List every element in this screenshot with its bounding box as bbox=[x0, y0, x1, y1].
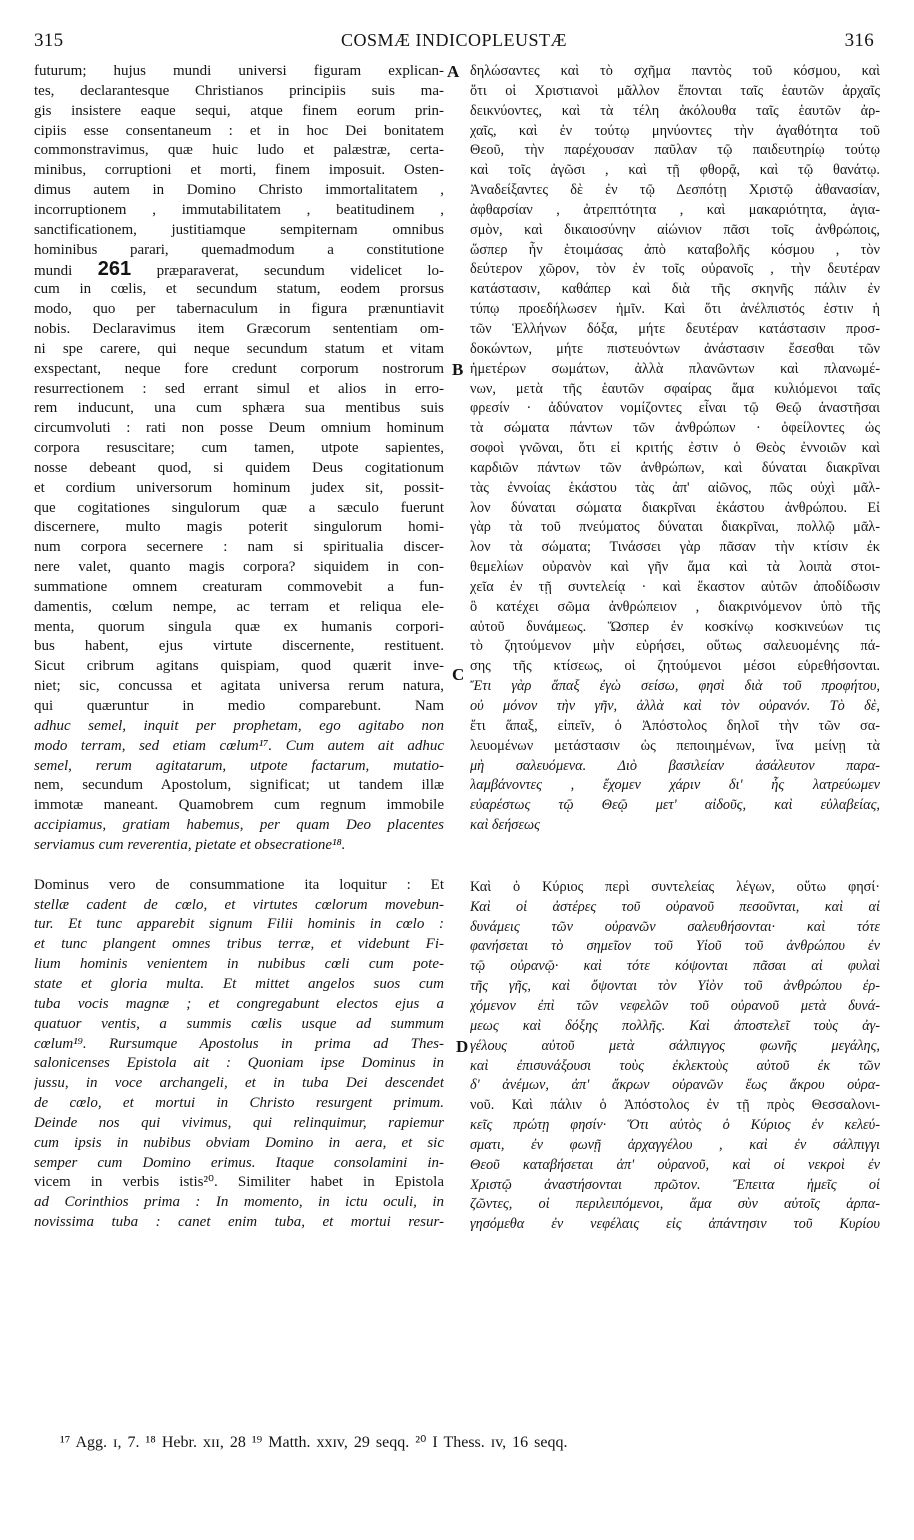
latin-text-line: bus habent, ejus virtute discernente, restituent. bbox=[34, 638, 444, 655]
latin-text-line: tuba vocis magnæ ; et congregabunt electos ejus a bbox=[34, 995, 444, 1012]
latin-text-line: salonicenses Epistola ait : Quoniam ipse Dominus in bbox=[34, 1055, 444, 1072]
latin-text-line: exspectant, neque fore credunt corporum nostrorum bbox=[34, 360, 444, 377]
greek-text-line: Καὶ οἱ ἀστέρες τοῦ οὐρανοῦ πεσοῦνται, καὶ αἱ bbox=[470, 898, 880, 915]
latin-text-line: semper cum Domino erimus. Itaque consolamini in- bbox=[34, 1154, 444, 1171]
latin-column bbox=[34, 62, 444, 1233]
greek-text-line: οὐ μόνον τὴν γῆν, ἀλλὰ καὶ τὸν οὐρανόν. Τὸ δὲ, bbox=[470, 698, 880, 714]
latin-text-line: serviamus cum reverentia, pietate et obsecratione¹⁸. bbox=[34, 836, 346, 853]
latin-text-line: stellæ cadent de cœlo, et virtutes cœlorum movebun- bbox=[34, 896, 444, 913]
greek-text-line: ἀφθαρσίαν , ἀτρεπτότητα , καὶ μακαριότητα, ἁγια- bbox=[470, 201, 880, 218]
greek-text-line: Χριστῷ ἀναστήσονται πρῶτον. Ἔπειτα ἡμεῖς οἱ bbox=[470, 1176, 880, 1193]
latin-text-line: sanctificationem, justitiamque sempiternam omnibus bbox=[34, 221, 444, 238]
greek-text-line: καὶ τοῖς ἀγῶσι , καὶ τῇ φθορᾷ, καὶ τῷ θανάτῳ. bbox=[470, 162, 880, 179]
greek-text-line: δ' ἀνέμων, ἀπ' ἄκρων οὐρανῶν ἕως ἄκρου οὐρα- bbox=[470, 1077, 880, 1094]
greek-text-line: μεως καὶ δόξης πολλῆς. Καὶ ἀποστελεῖ τοὺς ἀγ- bbox=[470, 1017, 880, 1034]
greek-text-line: λευομένων μετάστασιν ὡς πεποιημένων, ἵνα μείνῃ τὰ bbox=[470, 737, 880, 754]
greek-text-line: καὶ δεήσεως bbox=[470, 817, 540, 834]
greek-text-line: καρδιῶν πάντων τῶν ἀνθρώπων, καὶ δύναται διακρῖναι bbox=[470, 459, 880, 476]
greek-text-line: ἔτι ἅπαξ, εἰπεῖν, ὁ Ἀπόστολος δηλοῖ τὴν τῶν σα- bbox=[470, 717, 880, 734]
latin-text-line: nem, secundum Apostolum, significat; ut tandem illæ bbox=[34, 777, 444, 794]
footnotes: ¹⁷ Agg. ɪ, 7. ¹⁸ Hebr. xɪɪ, 28 ¹⁹ Matth. xxɪv, 29 seqq. ²⁰ I Thess. ɪv, 16 seqq. bbox=[60, 1434, 568, 1451]
latin-text-line: resurrectionem : sed errant simul et alios in erro- bbox=[34, 380, 444, 397]
latin-text-line: corpora resuscitare; cum tamen, utpote sapientes, bbox=[34, 440, 444, 457]
latin-text-line: nere valet, quanto magis corpora? siquidem in con- bbox=[34, 559, 444, 576]
latin-text-line: minibus, corruptioni et morti, finem imposuit. Osten- bbox=[34, 162, 444, 179]
latin-text-line: gis insistere eaque sequi, atque finem eorum prin- bbox=[34, 102, 444, 119]
latin-text-line: Deinde nos qui vivimus, qui relinquimur, rapiemur bbox=[34, 1114, 444, 1131]
greek-text-line: δηλώσαντες καὶ τὸ σχῆμα παντὸς τοῦ κόσμου, καὶ bbox=[470, 63, 880, 79]
greek-text-line: τῷ οὐρανῷ· καὶ τότε κόψονται πᾶσαι αἱ φυλαὶ bbox=[470, 958, 880, 975]
latin-text-line: Sicut cribrum agitans quispiam, quod quærit inve- bbox=[34, 658, 444, 675]
greek-text-line: Θεοῦ καταβήσεται ἀπ' οὐρανοῦ, καὶ οἱ νεκροὶ ἐν bbox=[470, 1156, 880, 1173]
greek-text-line: χεῖα ἐν τῇ συντελείᾳ · καὶ ἕκαστον αὐτῶν ἀποδίδωσιν bbox=[470, 578, 880, 595]
greek-text-line: χόμενον ἐπὶ τῶν νεφελῶν τοῦ οὐρανοῦ μετὰ δυνά- bbox=[470, 997, 880, 1014]
latin-text-line: de cœlo, et mortui in Christo resurgent primum. bbox=[34, 1095, 444, 1112]
latin-text-line: accipiamus, gratiam habemus, per quam Deo placentes bbox=[34, 817, 444, 834]
greek-text-line: Ἀναδείξαντες δὲ ἐν τῷ Δεσπότῃ Χριστῷ ἀθανασίαν, bbox=[470, 182, 880, 199]
latin-text-line: et cordium universorum hominum judex sit, possit- bbox=[34, 479, 444, 496]
greek-text-line: ζῶντες, οἱ περιλειπόμενοι, ἅμα σὺν αὐτοῖς ἁρπα- bbox=[470, 1196, 880, 1213]
latin-text-line: que cogitationes singulorum quæ a sæculo fuerunt bbox=[34, 499, 444, 516]
latin-text-line: futurum; hujus mundi universi figuram explican- bbox=[34, 63, 444, 79]
latin-text-line: nosse debeant quod, si quidem Deus cogitationum bbox=[34, 459, 444, 476]
latin-text-line: cum ipsis in nubibus obviam Domino in aera, et sic bbox=[34, 1134, 444, 1151]
latin-text-line: Dominus vero de consummatione ita loquitur : Et bbox=[34, 876, 444, 893]
latin-text-line: tes, declarantesque Christianos principiis suis ma- bbox=[34, 82, 444, 99]
greek-text-line: ἡμετέρων σωμάτων, ἀλλὰ πλανῶντων καὶ πλανωμέ- bbox=[470, 360, 880, 377]
page-number-right: 316 bbox=[844, 30, 874, 51]
latin-text-line: immotæ maneant. Quamobrem cum regnum immobile bbox=[34, 797, 444, 814]
latin-text-line: cum in cœlis, et secundum statum, eodem prorsus bbox=[34, 281, 444, 298]
latin-text-line: discernere, multo magis poterit singulorum homi- bbox=[34, 519, 444, 536]
page-number-left: 315 bbox=[34, 30, 64, 51]
greek-text-line: τὸ ζητούμενον μὴν εὑρήσει, οὕτως σαλευομένης πά- bbox=[470, 638, 880, 655]
paragraph-gap bbox=[34, 856, 444, 876]
latin-text-line: commonstravimus, quæ huic ludo et palæstræ, certa- bbox=[34, 142, 444, 159]
latin-text-line: rem inducunt, una cum sphæra sua mentibus suis bbox=[34, 400, 444, 417]
greek-text-line: γησόμεθα ἐν νεφέλαις εἰς ἀπάντησιν τοῦ Κυρίου bbox=[470, 1216, 880, 1233]
latin-text-line: ad Corinthios prima : In momento, in ictu oculi, in bbox=[34, 1194, 444, 1211]
greek-text-line: ὅτι οἱ Χριστιανοὶ μᾶλλον ἕπονται ταῖς ἑαυτῶν ἀρχαῖς bbox=[470, 82, 880, 99]
latin-text-line: num corpora secernere : nam si spiritualia discer- bbox=[34, 539, 444, 556]
greek-text-line: φανήσεται τὸ σημεῖον τοῦ Υἱοῦ τοῦ ἀνθρώπου ἐν bbox=[470, 938, 880, 955]
greek-text-line: νων, μετὰ τῆς ἑαυτῶν σφαίρας ἅμα κυλιόμενοι ταῖς bbox=[470, 380, 880, 397]
margin-marker-b: B bbox=[452, 360, 464, 379]
latin-text-line: lium hominis venientem in nubibus cœli cum pote- bbox=[34, 956, 444, 973]
latin-text-line: circumvoluti : rati non posse Deum omnium hominum bbox=[34, 420, 444, 437]
latin-text-line: menta, quorum singula quæ ex humanis corpori- bbox=[34, 618, 444, 635]
latin-text-line: adhuc semel, inquit per prophetam, ego agitabo non bbox=[34, 717, 444, 734]
greek-text-line: χαῖς, καὶ ἐν τούτῳ μηνύοντες τὴν ἀγαθότητα τοῦ bbox=[470, 122, 880, 139]
latin-text-line: tur. Et tunc apparebit signum Filii hominis in cœlo : bbox=[34, 916, 444, 933]
latin-text-line: vicem in verbis istis²⁰. Similiter habet in Epistola bbox=[34, 1174, 444, 1191]
latin-text-line: semel, rerum agitatarum, utpote factarum, mutatio- bbox=[34, 757, 444, 774]
greek-text-line: λον δύναται σώματα διακρῖναι ἑκάστου ἀνθρώπου. Εἰ bbox=[470, 499, 880, 516]
latin-text-line: hominibus parari, quemadmodum a constitutione bbox=[34, 241, 444, 258]
paragraph-gap bbox=[470, 836, 880, 878]
greek-text-line: δοκώντων, μήτε πιστευόντων ἀνάστασιν ἔσεσθαι τῶν bbox=[470, 340, 880, 357]
latin-text-line: modo, quo per tabernaculum in figura prænuntiavit bbox=[34, 301, 444, 318]
latin-text-line: dimus autem in Domino Christo immortalitatem , bbox=[34, 182, 444, 199]
latin-text-line: state et gloria multa. Et mittet angelos suos cum bbox=[34, 975, 444, 992]
margin-marker-c: C bbox=[452, 665, 465, 684]
latin-text-line: cœlum¹⁹. Rursumque Apostolus in prima ad Thes- bbox=[34, 1035, 444, 1052]
greek-text-line: σματι, ἐν φωνῇ ἀρχαγγέλου , καὶ ἐν σάλπιγγι bbox=[470, 1136, 880, 1153]
greek-text-line: τὰς ἐννοίας ἑκάστου τὰς ἀπ' αἰῶνος, πῶς οὐχὶ μᾶλ- bbox=[470, 479, 880, 496]
greek-text-line: τῶν Ἑλλήνων δόξα, μήτε δευτέραν κατάστασιν προσ- bbox=[470, 320, 880, 337]
greek-text-line: δεύτερον χῶρον, τὸν ἐν τοῖς οὐρανοῖς , τὴν δευτέραν bbox=[470, 261, 880, 278]
greek-text-line: λον τὰ σώματα; Τινάσσει γὰρ πᾶσαν τὴν κτίσιν ἐκ bbox=[470, 539, 880, 556]
inline-page-number: 261 bbox=[97, 260, 132, 281]
greek-text-line: Καὶ ὁ Κύριος περὶ συντελείας λέγων, οὕτω φησί· bbox=[470, 878, 880, 895]
greek-column bbox=[470, 62, 880, 1235]
latin-text-line: qui quæruntur in medio comparebunt. Nam bbox=[34, 698, 444, 714]
latin-text-line: nobis. Declaravimus item Græcorum sententiam om- bbox=[34, 320, 444, 337]
margin-marker-a: A bbox=[447, 62, 460, 81]
greek-text-line: γὰρ τὰ τοῦ πνεύματος δύναται διακρῖναι, πολλῷ μᾶλ- bbox=[470, 519, 880, 536]
greek-text-line: εὐαρέστως τῷ Θεῷ μετ' αἰδοῦς, καὶ εὐλαβείας, bbox=[470, 797, 880, 814]
greek-text-line: φρεσίν · ἀδύνατον νομίζοντες εἶναι τῷ Θεῷ ἀναστῆσαι bbox=[470, 400, 880, 417]
greek-text-line: αὐτοῦ δυνάμεως. Ὥσπερ ἐν κοσκίνῳ κοσκινεύων τις bbox=[470, 618, 880, 635]
greek-text-line: τύπῳ προεδήλωσεν ἡμῖν. Καὶ ὅτι ἀνέλπιστός ἐστιν ἡ bbox=[470, 301, 880, 318]
greek-text-line: σμὸν, καὶ δικαιοσύνην αἰώνιον πᾶσι τοῖς ἀνθρώποις, bbox=[470, 221, 880, 238]
latin-text-line: et tunc plangent omnes tribus terræ, et videbunt Fi- bbox=[34, 936, 444, 953]
greek-text-line: Ἔτι γὰρ ἅπαξ ἐγὼ σείσω, φησὶ διὰ τοῦ προφήτου, bbox=[470, 678, 880, 695]
greek-text-line: σοφοὶ γνῶναι, ὅτι εἰ κριτής ἐστιν ὁ Θεὸς ἐννοιῶν καὶ bbox=[470, 440, 880, 457]
latin-text-line: jussu, in voce archangeli, et in tuba Dei descendet bbox=[34, 1075, 444, 1092]
greek-text-line: γέλους αὐτοῦ μετὰ σάλπιγγος φωνῆς μεγάλης, bbox=[470, 1037, 880, 1054]
running-title: COSMÆ INDICOPLEUSTÆ bbox=[340, 30, 568, 50]
greek-text-line: λαμβάνοντες , ἔχομεν χάριν δι' ἧς λατρεύωμεν bbox=[470, 777, 880, 794]
latin-text-line: ni spe carere, qui neque secundum statum et vitam bbox=[34, 340, 444, 357]
greek-text-line: νοῦ. Καὶ πάλιν ὁ Ἀπόστολος ἐν τῇ πρὸς Θεσσαλονι- bbox=[470, 1097, 880, 1114]
greek-text-line: δυνάμεις τῶν οὐρανῶν σαλευθήσονται· καὶ τότε bbox=[470, 918, 880, 935]
greek-text-line: θεμελίων οὐρανὸν καὶ γῆν ἅμα καὶ τὰ λοιπὰ στοι- bbox=[470, 559, 880, 576]
greek-text-line: σης τῆς κτίσεως, οἱ ζητούμενοι μέσοι εὑρεθήσονται. bbox=[470, 658, 880, 675]
page-header bbox=[34, 30, 874, 56]
latin-text-line: modo terram, sed etiam cœlum¹⁷. Cum autem ait adhuc bbox=[34, 737, 444, 754]
greek-text-line: ὥσπερ ἦν ἑτοιμάσας ἀπὸ καταβολῆς κόσμου , τὸν bbox=[470, 241, 880, 258]
latin-text-line: cipiis esse consentaneum : et in hoc Dei bonitatem bbox=[34, 122, 444, 139]
latin-text-line: summatione omnem creaturam commovebit a fun- bbox=[34, 578, 444, 595]
greek-text-line: Θεοῦ, τὴν παρέχουσαν παῦλαν τῷ παιδευτηρίῳ τούτῳ bbox=[470, 142, 880, 159]
latin-text-line: mundi 261 præparaverat, secundum videlicet lo- bbox=[34, 260, 444, 281]
greek-text-line: τὰ σώματα πάντων τῶν ἀνθρώπων · ὀφείλοντες ὡς bbox=[470, 420, 880, 437]
latin-text-line: novissima tuba : canet enim tuba, et mortui resur- bbox=[34, 1214, 444, 1231]
margin-marker-d: D bbox=[456, 1037, 469, 1056]
latin-text-line: incorruptionem , immutabilitatem , beatitudinem , bbox=[34, 201, 444, 218]
latin-text-line: niet; sic, concussa et agitata universa rerum natura, bbox=[34, 678, 444, 695]
greek-text-line: κατάστασιν, καθάπερ καὶ διὰ τῆς σκηνῆς πάλιν ἐν bbox=[470, 281, 880, 298]
greek-text-line: δεικνύοντες, καὶ τὰ τέλη ἀκόλουθα ταῖς ἑαυτῶν ἀρ- bbox=[470, 102, 880, 119]
latin-text-line: damentis, cœlum nempe, ac terram et reliqua ele- bbox=[34, 598, 444, 615]
greek-text-line: μὴ σαλευόμενα. Διὸ βασιλείαν ἀσάλευτον παρα- bbox=[470, 757, 880, 774]
greek-text-line: καὶ ἐπισυνάξουσι τοὺς ἐκλεκτοὺς αὐτοῦ ἐκ τῶν bbox=[470, 1057, 880, 1074]
latin-text-line: quatuor ventis, a summis cœlis usque ad summum bbox=[34, 1015, 444, 1032]
greek-text-line: τῆς γῆς, καὶ ὄψονται τὸν Υἱὸν τοῦ ἀνθρώπου ἐρ- bbox=[470, 978, 880, 995]
greek-text-line: ὃ κατέχει σῶμα ἀνθρώπειον , διακρινόμενον ὑπὸ τῆς bbox=[470, 598, 880, 615]
greek-text-line: κεῖς πρώτῃ φησίν· Ὅτι αὐτὸς ὁ Κύριος ἐν κελεύ- bbox=[470, 1117, 880, 1134]
